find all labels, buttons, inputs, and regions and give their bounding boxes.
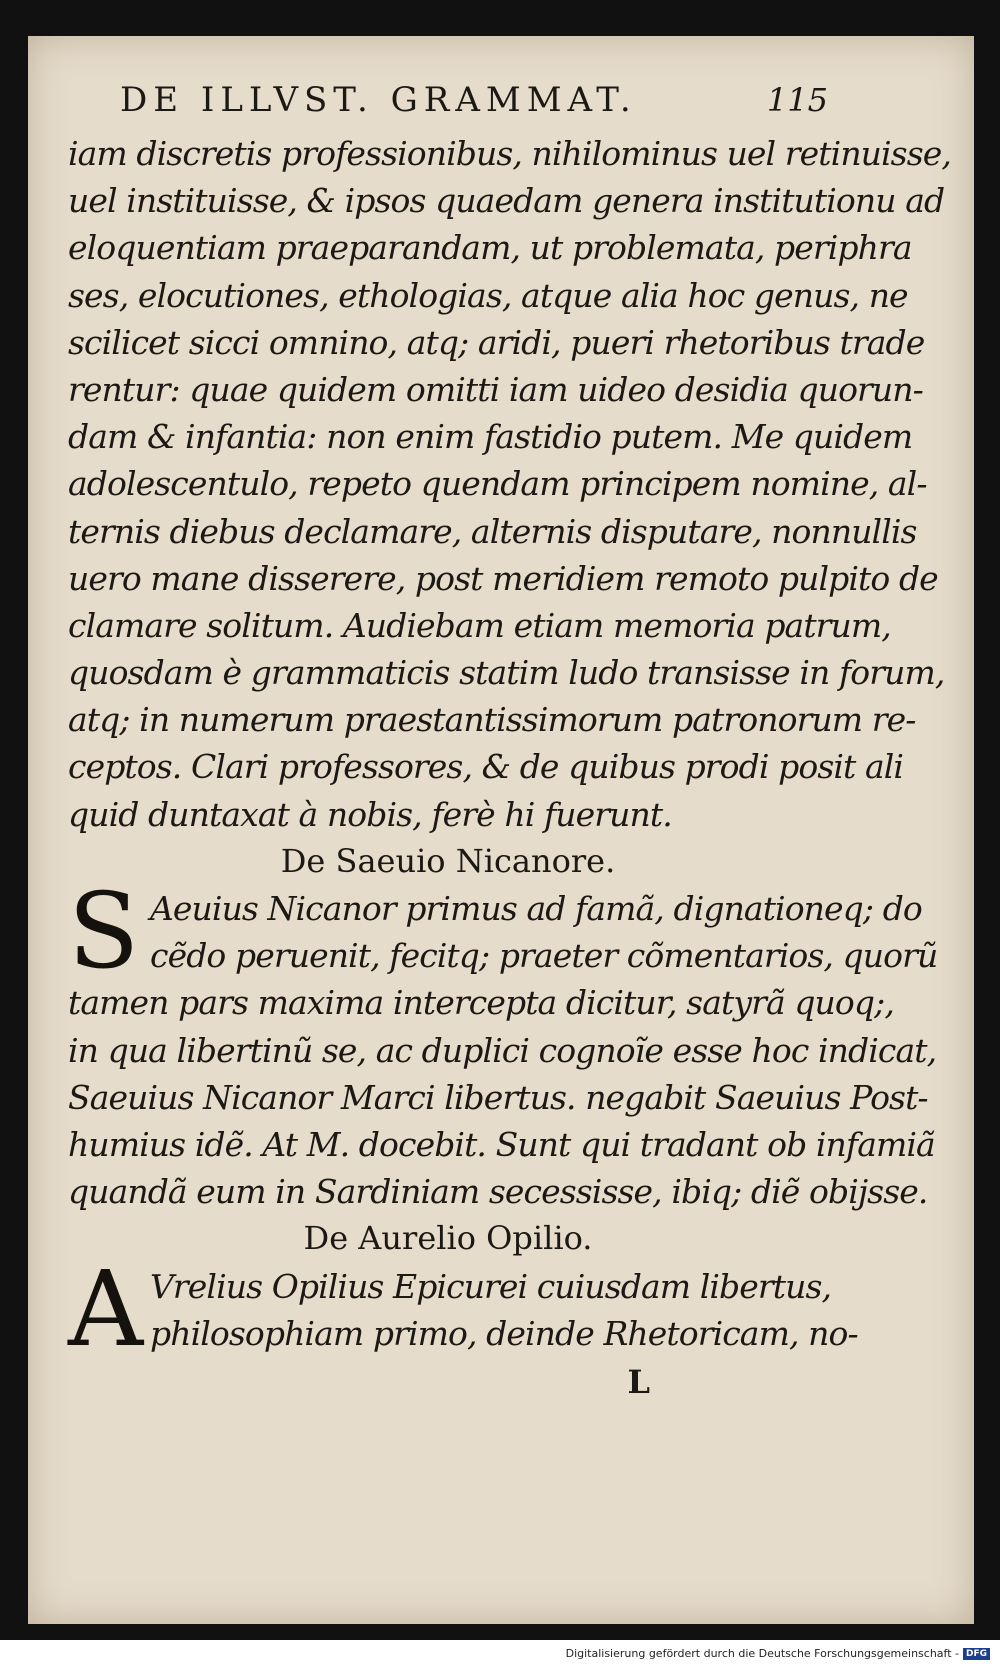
text-line: ternis diebus declamare, alternis disputare, nonnullis bbox=[68, 511, 917, 551]
dfg-logo-icon: DFG bbox=[963, 1648, 990, 1660]
text-line: rentur: quae quidem omitti iam uideo desidia quorun- bbox=[68, 369, 923, 409]
folio-number: 115 bbox=[766, 81, 828, 119]
page-text-block bbox=[68, 80, 951, 1407]
section-heading: De Aurelio Opilio. bbox=[303, 1219, 593, 1258]
text-line: tamen pars maxima intercepta dicitur, satyrã quoq;, bbox=[68, 983, 894, 1023]
section-heading: De Saeuio Nicanore. bbox=[280, 841, 616, 880]
running-head bbox=[68, 80, 828, 130]
drop-cap: A bbox=[68, 1247, 144, 1370]
text-line: ceptos. Clari professores, & de quibus prodi posit ali bbox=[68, 747, 904, 787]
drop-cap: S bbox=[68, 870, 140, 992]
text-line: cẽdo peruenit, fecitq; praeter cõmentarios, quorũ bbox=[150, 936, 938, 976]
text-line: clamare solitum. Audiebam etiam memoria patrum, bbox=[68, 605, 891, 645]
text-line: quandã eum in Sardiniam secessisse, ibiq; diẽ obijsse. bbox=[68, 1172, 928, 1212]
text-line: quid duntaxat à nobis, ferè hi fuerunt. bbox=[68, 794, 672, 834]
text-line: scilicet sicci omnino, atq; aridi, pueri rhetoribus trade bbox=[68, 322, 925, 362]
digitization-credit bbox=[566, 1647, 990, 1660]
text-line: Saeuius Nicanor Marci libertus. negabit Saeuius Post- bbox=[68, 1077, 928, 1117]
text-line: uel instituisse, & ipsos quaedam genera institutionu ad bbox=[68, 181, 945, 221]
text-line: Vrelius Opilius Epicurei cuiusdam libertus, bbox=[150, 1266, 832, 1306]
text-line: adolescentulo, repeto quendam principem nomine, al- bbox=[68, 464, 927, 504]
section-paragraph bbox=[68, 870, 938, 1215]
text-line: quosdam è grammaticis statim ludo transisse in forum, bbox=[68, 653, 945, 693]
text-line: humius idẽ. At M. docebit. Sunt qui tradant ob infamiã bbox=[68, 1124, 935, 1164]
signature-mark: L bbox=[627, 1362, 650, 1401]
text-line: uero mane disserere, post meridiem remoto pulpito de bbox=[68, 558, 938, 598]
book-page bbox=[28, 36, 974, 1624]
text-line: dam & infantia: non enim fastidio putem. Me quidem bbox=[68, 417, 913, 457]
text-line: eloquentiam praeparandam, ut problemata, periphra bbox=[68, 228, 912, 268]
text-line: iam discretis professionibus, nihilominus uel retinuisse, bbox=[68, 134, 951, 173]
text-line: philosophiam primo, deinde Rhetoricam, no- bbox=[150, 1313, 858, 1353]
opening-paragraph bbox=[68, 130, 951, 838]
text-line: atq; in numerum praestantissimorum patronorum re- bbox=[68, 700, 916, 740]
section-paragraph bbox=[68, 1247, 858, 1370]
running-head-title: DE ILLVST. GRAMMAT. bbox=[120, 80, 637, 120]
text-line: in qua libertinũ se, ac duplici cognoĩe esse hoc indicat, bbox=[68, 1030, 937, 1070]
text-line: Aeuius Nicanor primus ad famã, dignationeq; do bbox=[150, 889, 922, 928]
credit-text: Digitalisierung gefördert durch die Deutsche Forschungsgemeinschaft - bbox=[565, 1647, 959, 1660]
text-line: ses, elocutiones, ethologias, atque alia hoc genus, ne bbox=[68, 275, 908, 315]
